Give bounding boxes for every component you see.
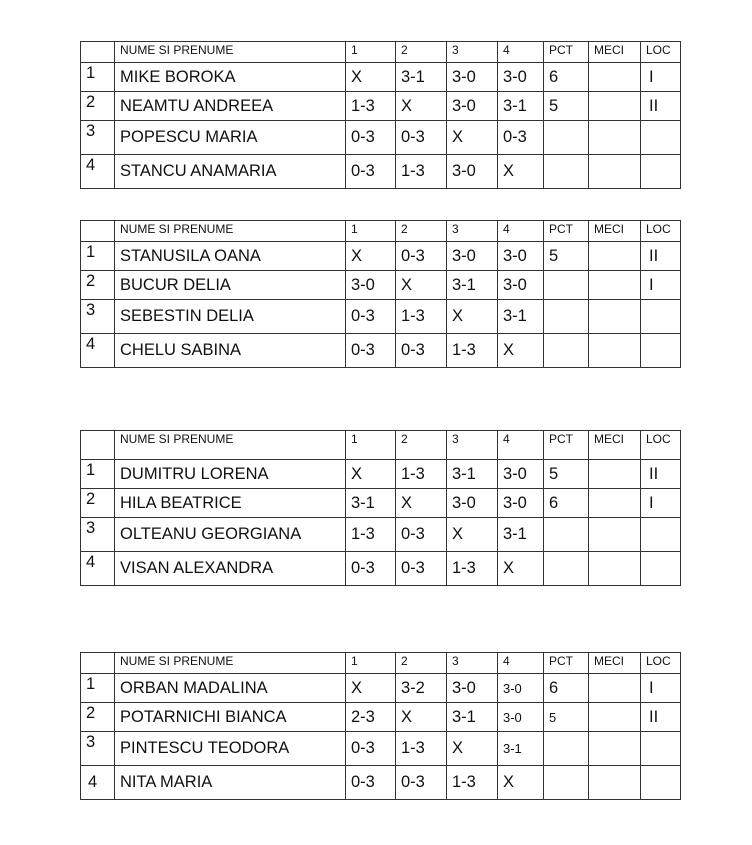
result-vs-1: 0-3 [346, 155, 396, 189]
row-number: 1 [81, 242, 115, 271]
points [544, 766, 589, 800]
header-loc: LOC [641, 221, 681, 242]
header-col-1: 1 [346, 42, 396, 63]
result-vs-2: 1-3 [396, 732, 447, 766]
matches [589, 92, 641, 121]
header-loc: LOC [641, 653, 681, 674]
row-number: 4 [81, 334, 115, 368]
header-pct: PCT [544, 42, 589, 63]
matches [589, 703, 641, 732]
result-vs-4: 3-1 [498, 300, 544, 334]
header-index-cell [81, 431, 115, 460]
table-row [81, 552, 681, 586]
points: 5 [544, 92, 589, 121]
result-vs-1: 0-3 [346, 334, 396, 368]
result-vs-3: X [447, 732, 498, 766]
place [641, 766, 681, 800]
result-vs-4: 3-0 [498, 242, 544, 271]
result-vs-4: 3-1 [498, 732, 544, 766]
place [641, 334, 681, 368]
result-vs-2: 3-2 [396, 674, 447, 703]
matches [589, 674, 641, 703]
row-number: 4 [81, 552, 115, 586]
result-vs-2: X [396, 489, 447, 518]
header-pct: PCT [544, 221, 589, 242]
matches [589, 489, 641, 518]
player-name: SEBESTIN DELIA [115, 300, 346, 334]
header-meci: MECI [589, 431, 641, 460]
result-vs-3: 3-1 [447, 271, 498, 300]
result-vs-2: 3-1 [396, 63, 447, 92]
result-vs-4: X [498, 155, 544, 189]
row-number: 1 [81, 674, 115, 703]
table-row [81, 334, 681, 368]
result-vs-2: 0-3 [396, 552, 447, 586]
result-vs-3: X [447, 300, 498, 334]
row-number: 2 [81, 489, 115, 518]
header-index-cell [81, 42, 115, 63]
result-vs-2: X [396, 92, 447, 121]
matches [589, 552, 641, 586]
header-col-2: 2 [396, 221, 447, 242]
header-name: NUME SI PRENUME [115, 653, 346, 674]
player-name: CHELU SABINA [115, 334, 346, 368]
table-row [81, 121, 681, 155]
player-name: ORBAN MADALINA [115, 674, 346, 703]
player-name: HILA BEATRICE [115, 489, 346, 518]
row-number: 4 [81, 766, 115, 800]
result-vs-3: 1-3 [447, 334, 498, 368]
result-vs-3: 3-0 [447, 63, 498, 92]
group-table-1 [80, 41, 681, 189]
header-pct: PCT [544, 431, 589, 460]
result-vs-4: X [498, 552, 544, 586]
place: II [641, 703, 681, 732]
points: 6 [544, 63, 589, 92]
player-name: POTARNICHI BIANCA [115, 703, 346, 732]
result-vs-1: 0-3 [346, 300, 396, 334]
row-number: 3 [81, 732, 115, 766]
header-col-2: 2 [396, 653, 447, 674]
result-vs-4: 0-3 [498, 121, 544, 155]
table-row [81, 242, 681, 271]
place: I [641, 271, 681, 300]
header-col-3: 3 [447, 653, 498, 674]
table-row [81, 489, 681, 518]
result-vs-3: 3-1 [447, 460, 498, 489]
header-pct: PCT [544, 653, 589, 674]
group-table-3 [80, 430, 681, 586]
result-vs-2: 0-3 [396, 518, 447, 552]
result-vs-3: 1-3 [447, 766, 498, 800]
result-vs-4: 3-0 [498, 271, 544, 300]
row-number: 3 [81, 518, 115, 552]
header-loc: LOC [641, 42, 681, 63]
result-vs-1: 0-3 [346, 552, 396, 586]
player-name: NITA MARIA [115, 766, 346, 800]
row-number: 1 [81, 63, 115, 92]
row-number: 2 [81, 271, 115, 300]
place [641, 732, 681, 766]
header-row [81, 431, 681, 460]
table-row [81, 92, 681, 121]
matches [589, 334, 641, 368]
table-row [81, 63, 681, 92]
header-col-4: 4 [498, 431, 544, 460]
result-vs-1: 2-3 [346, 703, 396, 732]
result-vs-3: 3-0 [447, 92, 498, 121]
header-col-1: 1 [346, 431, 396, 460]
table-row [81, 155, 681, 189]
matches [589, 155, 641, 189]
player-name: MIKE BOROKA [115, 63, 346, 92]
header-name: NUME SI PRENUME [115, 42, 346, 63]
player-name: PINTESCU TEODORA [115, 732, 346, 766]
result-vs-1: 1-3 [346, 92, 396, 121]
header-col-3: 3 [447, 431, 498, 460]
place [641, 155, 681, 189]
result-vs-1: X [346, 63, 396, 92]
place: I [641, 674, 681, 703]
header-col-2: 2 [396, 431, 447, 460]
header-col-4: 4 [498, 653, 544, 674]
player-name: STANUSILA OANA [115, 242, 346, 271]
place: II [641, 92, 681, 121]
matches [589, 63, 641, 92]
result-vs-2: X [396, 271, 447, 300]
header-name: NUME SI PRENUME [115, 431, 346, 460]
result-vs-2: 0-3 [396, 121, 447, 155]
header-col-1: 1 [346, 653, 396, 674]
result-vs-2: 0-3 [396, 334, 447, 368]
row-number: 3 [81, 300, 115, 334]
result-vs-1: 0-3 [346, 121, 396, 155]
result-vs-3: 3-0 [447, 489, 498, 518]
place: II [641, 242, 681, 271]
header-name: NUME SI PRENUME [115, 221, 346, 242]
result-vs-3: X [447, 121, 498, 155]
header-row [81, 653, 681, 674]
result-vs-2: X [396, 703, 447, 732]
table-row [81, 460, 681, 489]
header-col-4: 4 [498, 221, 544, 242]
header-row [81, 221, 681, 242]
table-row [81, 271, 681, 300]
place [641, 121, 681, 155]
player-name: STANCU ANAMARIA [115, 155, 346, 189]
result-vs-2: 0-3 [396, 242, 447, 271]
points: 5 [544, 460, 589, 489]
place: I [641, 489, 681, 518]
points [544, 334, 589, 368]
matches [589, 300, 641, 334]
result-vs-1: 0-3 [346, 732, 396, 766]
points [544, 121, 589, 155]
group-table-4 [80, 652, 681, 800]
header-meci: MECI [589, 221, 641, 242]
result-vs-4: 3-0 [498, 63, 544, 92]
result-vs-4: 3-0 [498, 460, 544, 489]
matches [589, 732, 641, 766]
table-row [81, 300, 681, 334]
result-vs-1: X [346, 674, 396, 703]
place [641, 552, 681, 586]
player-name: BUCUR DELIA [115, 271, 346, 300]
result-vs-1: 1-3 [346, 518, 396, 552]
header-loc: LOC [641, 431, 681, 460]
points [544, 518, 589, 552]
row-number: 3 [81, 121, 115, 155]
place [641, 300, 681, 334]
player-name: DUMITRU LORENA [115, 460, 346, 489]
player-name: POPESCU MARIA [115, 121, 346, 155]
group-table-2 [80, 220, 681, 368]
table-row [81, 732, 681, 766]
matches [589, 121, 641, 155]
place [641, 518, 681, 552]
points [544, 552, 589, 586]
row-number: 4 [81, 155, 115, 189]
result-vs-3: 3-0 [447, 674, 498, 703]
result-vs-1: X [346, 460, 396, 489]
table-row [81, 518, 681, 552]
row-number: 1 [81, 460, 115, 489]
result-vs-2: 0-3 [396, 766, 447, 800]
points [544, 300, 589, 334]
result-vs-1: X [346, 242, 396, 271]
points: 6 [544, 674, 589, 703]
points: 6 [544, 489, 589, 518]
matches [589, 460, 641, 489]
result-vs-4: 3-0 [498, 489, 544, 518]
result-vs-3: 3-0 [447, 242, 498, 271]
result-vs-3: 1-3 [447, 552, 498, 586]
result-vs-3: X [447, 518, 498, 552]
result-vs-2: 1-3 [396, 300, 447, 334]
player-name: VISAN ALEXANDRA [115, 552, 346, 586]
result-vs-4: 3-0 [498, 674, 544, 703]
row-number: 2 [81, 703, 115, 732]
result-vs-2: 1-3 [396, 460, 447, 489]
result-vs-4: 3-1 [498, 518, 544, 552]
header-col-2: 2 [396, 42, 447, 63]
result-vs-1: 3-0 [346, 271, 396, 300]
header-col-3: 3 [447, 42, 498, 63]
result-vs-4: 3-0 [498, 703, 544, 732]
header-col-4: 4 [498, 42, 544, 63]
matches [589, 766, 641, 800]
matches [589, 518, 641, 552]
result-vs-2: 1-3 [396, 155, 447, 189]
result-vs-1: 0-3 [346, 766, 396, 800]
place: I [641, 63, 681, 92]
result-vs-1: 3-1 [346, 489, 396, 518]
header-col-3: 3 [447, 221, 498, 242]
table-row [81, 674, 681, 703]
points [544, 271, 589, 300]
header-index-cell [81, 221, 115, 242]
row-number: 2 [81, 92, 115, 121]
table-row [81, 766, 681, 800]
result-vs-3: 3-0 [447, 155, 498, 189]
header-meci: MECI [589, 653, 641, 674]
result-vs-4: X [498, 766, 544, 800]
result-vs-4: 3-1 [498, 92, 544, 121]
points [544, 155, 589, 189]
header-meci: MECI [589, 42, 641, 63]
header-col-1: 1 [346, 221, 396, 242]
result-vs-3: 3-1 [447, 703, 498, 732]
place: II [641, 460, 681, 489]
points [544, 732, 589, 766]
points: 5 [544, 242, 589, 271]
result-vs-4: X [498, 334, 544, 368]
header-row [81, 42, 681, 63]
points: 5 [544, 703, 589, 732]
player-name: NEAMTU ANDREEA [115, 92, 346, 121]
header-index-cell [81, 653, 115, 674]
player-name: OLTEANU GEORGIANA [115, 518, 346, 552]
table-row [81, 703, 681, 732]
matches [589, 242, 641, 271]
matches [589, 271, 641, 300]
